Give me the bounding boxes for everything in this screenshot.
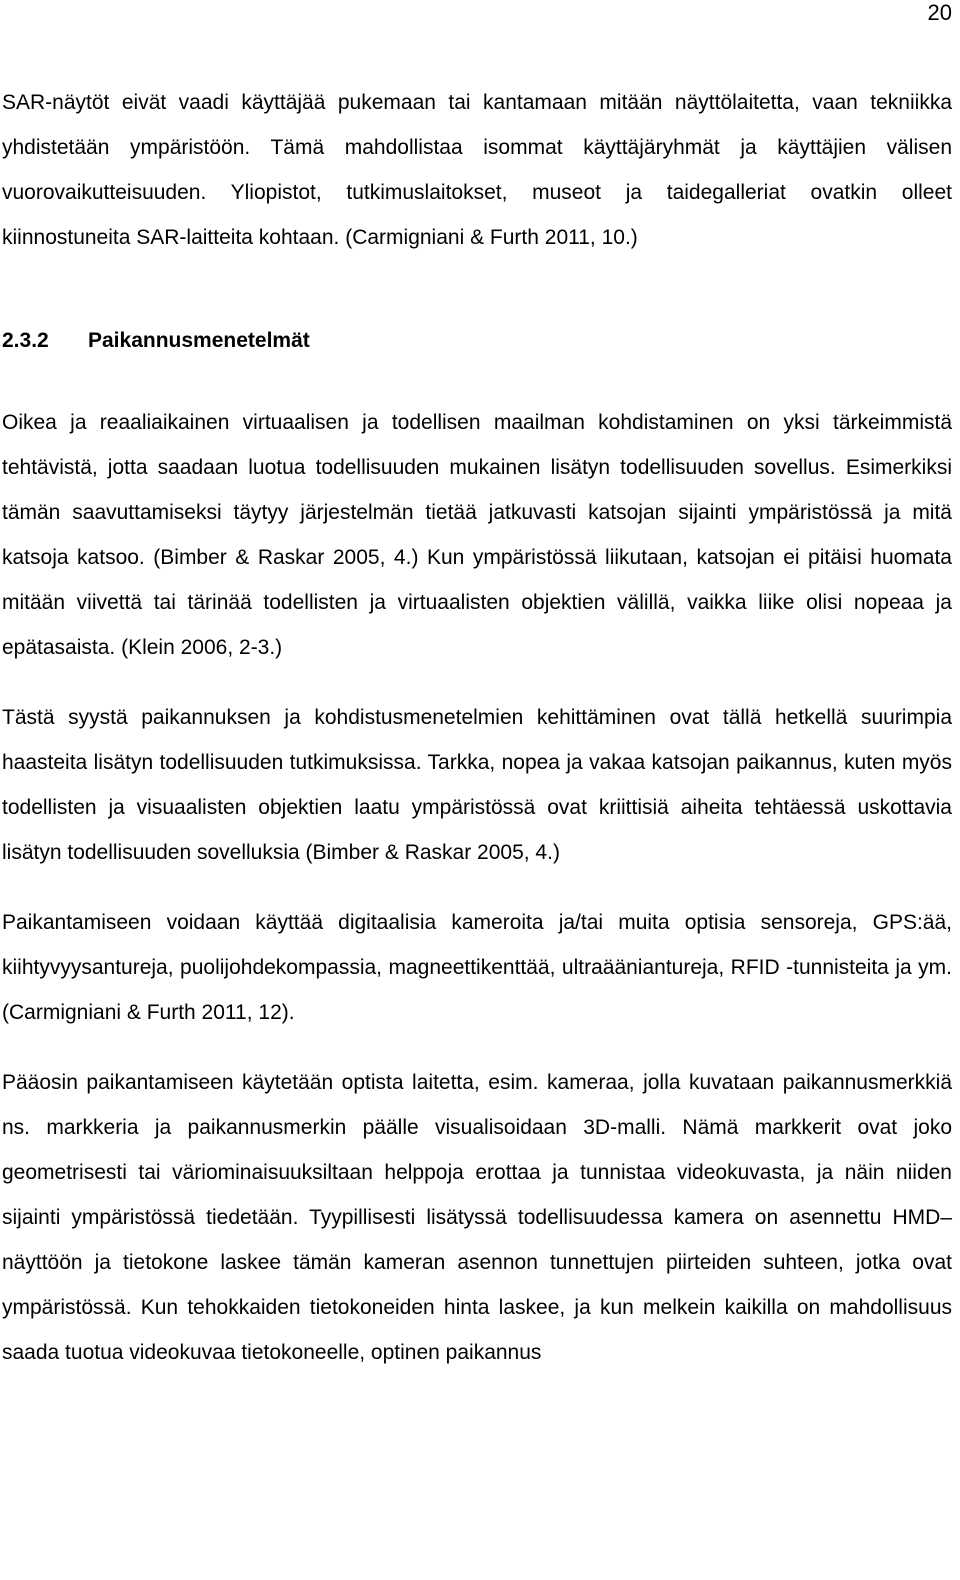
paragraph-alignment: Oikea ja reaaliaikainen virtuaalisen ja todellisen maailman kohdistaminen on yksi tärkeimmistä tehtävistä, jotta saadaan luotua todellisuuden mukainen lisätyn todellisuuden sovellus. Esimerkiksi tämän saavuttamiseksi täytyy järjestelmän tietää jatkuvasti katsojan sijainti ympäristössä ja mitä katsoja katsoo. (Bimber & Raskar 2005, 4.) Kun ympäristössä liikutaan, katsojan ei pitäisi huomata mitään viivettä tai tärinää todellisten ja virtuaalisten objektien välillä, vaikka liike olisi nopeaa ja epätasaista. (Klein 2006, 2-3.) <box>2 411 952 659</box>
page-number: 20 <box>927 0 952 25</box>
document-body <box>2 80 952 1375</box>
paragraph-optical-tracking: Pääosin paikantamiseen käytetään optista laitetta, esim. kameraa, jolla kuvataan paikannusmerkkiä ns. markkeria ja paikannusmerkin päälle visualisoidaan 3D-malli. Nämä markkerit ovat joko geometrisesti tai väriominaisuuksiltaan helppoja erottaa ja tunnistaa videokuvasta, ja näin niiden sijainti ympäristössä tiedetään. Tyypillisesti lisätyssä todellisuudessa kamera on asennettu HMD–näyttöön ja tietokone laskee tämän kameran asennon tunnettujen piirteiden suhteen, jotka ovat ympäristössä. Kun tehokkaiden tietokoneiden hinta laskee, ja kun melkein kaikilla on mahdollisuus saada tuotua videokuvaa tietokoneelle, optinen paikannus <box>2 1071 952 1364</box>
section-heading <box>2 318 952 363</box>
section-title: Paikannusmenetelmät <box>88 329 310 352</box>
section-number: 2.3.2 <box>2 329 49 352</box>
paragraph-challenges: Tästä syystä paikannuksen ja kohdistusmenetelmien kehittäminen ovat tällä hetkellä suurimpia haasteita lisätyn todellisuuden tutkimuksissa. Tarkka, nopea ja vakaa katsojan paikannus, kuten myös todellisten ja visuaalisten objektien laatu ympäristössä ovat kriittisiä aiheita tehtäessä uskottavia lisätyn todellisuuden sovelluksia (Bimber & Raskar 2005, 4.) <box>2 706 952 864</box>
paragraph-sensors: Paikantamiseen voidaan käyttää digitaalisia kameroita ja/tai muita optisia sensoreja, GPS:ää, kiihtyvyysantureja, puolijohdekompassia, magneettikenttää, ultraääniantureja, RFID -tunnisteita ja ym. (Carmigniani & Furth 2011, 12). <box>2 911 952 1024</box>
intro-paragraph: SAR-näytöt eivät vaadi käyttäjää pukemaan tai kantamaan mitään näyttölaitetta, vaan tekniikka yhdistetään ympäristöön. Tämä mahdollistaa isommat käyttäjäryhmät ja käyttäjien välisen vuorovaikutteisuuden. Yliopistot, tutkimuslaitokset, museot ja taidegalleriat ovatkin olleet kiinnostuneita SAR-laitteita kohtaan. (Carmigniani & Furth 2011, 10.) <box>2 91 952 249</box>
